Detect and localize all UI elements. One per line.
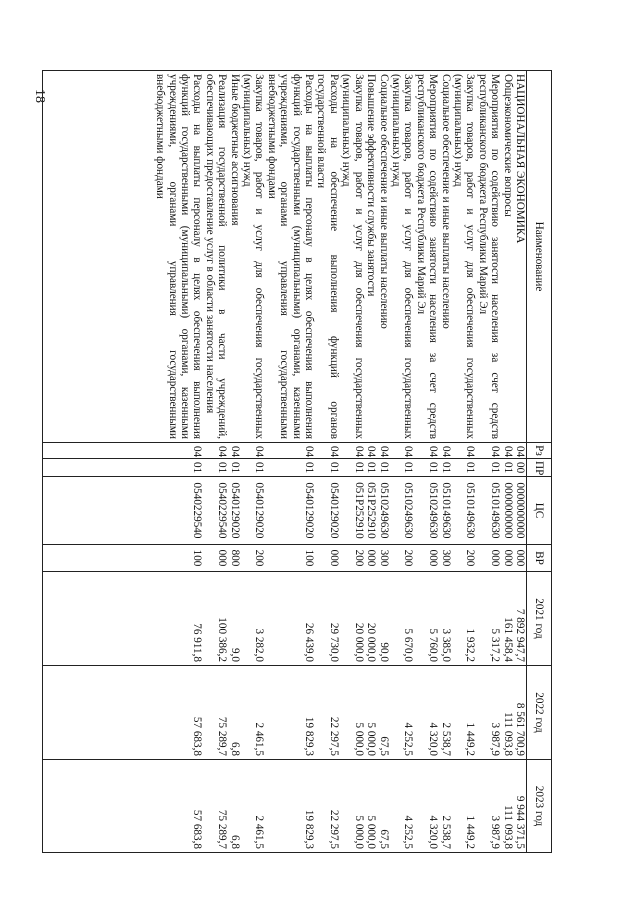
row-name-line: (муниципальных) нужд — [241, 74, 254, 187]
cell-y2021: 26 439,0 — [265, 572, 315, 666]
cell-vr: 200 — [390, 545, 415, 572]
header-2022: 2022 год — [527, 666, 552, 760]
table-row — [315, 71, 340, 853]
cell-cs: 0510149630 — [476, 477, 501, 545]
row-name-line: Закупка товаров, работ и услуг для обеспечения государственных — [352, 74, 365, 439]
cell-pr: 00 — [514, 459, 527, 477]
row-name-line: Закупка товаров, работ и услуг для обеспечения государственных — [464, 74, 477, 439]
cell-vr: 000 — [514, 545, 527, 572]
cell-y2022: 8 561 700,9 — [514, 666, 527, 760]
budget-table — [42, 70, 552, 853]
cell-rz: 04 — [452, 443, 477, 459]
cell-y2022: 75 289,7 — [203, 666, 228, 760]
row-name — [390, 71, 415, 443]
cell-rz: 04 — [203, 443, 228, 459]
cell-cs: 0510149630 — [452, 477, 477, 545]
cell-y2021: 5 760,0 — [414, 572, 439, 666]
cell-y2023: 6,8 — [228, 760, 240, 853]
row-name-line: Расходы на обеспечение выполнения функций органов — [327, 74, 340, 439]
header-pr: ПР — [527, 459, 552, 477]
cell-y2023: 2 461,5 — [241, 760, 266, 853]
row-name-line: учреждениями, органами управления государственными — [278, 74, 291, 439]
row-name-line: функций государственными (муниципальными) органами, казенными — [290, 74, 303, 439]
filler-cell — [43, 477, 154, 545]
filler-cell — [43, 545, 154, 572]
filler-cell — [43, 760, 154, 853]
row-name-line: обеспечивающих предоставление услуг в области занятости населения — [203, 74, 216, 414]
cell-vr: 000 — [501, 545, 513, 572]
cell-y2021: 90,0 — [377, 572, 389, 666]
row-name-line: Закупка товаров, работ и услуг для обеспечения государственных — [402, 74, 415, 439]
row-name-line: НАЦИОНАЛЬНАЯ ЭКОНОМИКА — [514, 74, 526, 244]
header-name: Наименование — [527, 71, 552, 443]
cell-cs: 0000000000 — [514, 477, 527, 545]
row-name-line: Повышение эффективности службы занятости — [365, 74, 378, 297]
row-name — [241, 71, 266, 443]
row-name — [228, 71, 240, 443]
cell-cs: 0540129020 — [241, 477, 266, 545]
cell-rz: 04 — [365, 443, 377, 459]
row-name-line: республиканского бюджета Республики Марий Эл — [414, 74, 427, 315]
row-name — [377, 71, 389, 443]
cell-pr: 01 — [340, 459, 365, 477]
row-name-line: внебюджетными фондами — [265, 74, 278, 199]
cell-cs: 051P252910 — [365, 477, 377, 545]
cell-pr: 01 — [390, 459, 415, 477]
row-name-line: Мероприятия по содействию занятости населения за счет средств — [489, 74, 502, 439]
row-name — [501, 71, 513, 443]
cell-cs: 0000000000 — [501, 477, 513, 545]
cell-y2022: 2 461,5 — [241, 666, 266, 760]
table-row — [340, 71, 365, 853]
row-name-line: республиканского бюджета Республики Марий Эл — [476, 74, 489, 315]
cell-pr: 01 — [154, 459, 204, 477]
row-name-line: (муниципальных) нужд — [340, 74, 353, 187]
cell-pr: 01 — [476, 459, 501, 477]
filler-cell — [43, 71, 154, 443]
row-name — [265, 71, 315, 443]
table-row — [241, 71, 266, 853]
cell-pr: 01 — [452, 459, 477, 477]
cell-y2022: 2 538,7 — [439, 666, 451, 760]
cell-y2022: 6,8 — [228, 666, 240, 760]
cell-y2021: 161 458,4 — [501, 572, 513, 666]
table-row — [514, 71, 527, 853]
cell-rz: 04 — [228, 443, 240, 459]
cell-y2023: 5 000,0 — [365, 760, 377, 853]
cell-y2022: 67,5 — [377, 666, 389, 760]
cell-y2022: 111 093,8 — [501, 666, 513, 760]
cell-y2023: 22 297,5 — [315, 760, 340, 853]
cell-vr: 300 — [439, 545, 451, 572]
table-row — [265, 71, 315, 853]
table-row — [377, 71, 389, 853]
filler-cell — [43, 572, 154, 666]
cell-cs: 0510249630 — [414, 477, 439, 545]
row-name-line: учреждениями, органами управления государственными — [166, 74, 179, 439]
cell-y2023: 4 320,0 — [414, 760, 439, 853]
row-name — [439, 71, 451, 443]
cell-rz: 04 — [501, 443, 513, 459]
table-row — [203, 71, 228, 853]
row-name — [414, 71, 439, 443]
header-2023: 2023 год — [527, 760, 552, 853]
row-name — [340, 71, 365, 443]
cell-y2021: 9,0 — [228, 572, 240, 666]
filler-cell — [43, 666, 154, 760]
header-cs: ЦС — [527, 477, 552, 545]
row-name-line: Реализация государственной политики в части учреждений, — [216, 74, 229, 439]
cell-y2021: 20 000,0 — [365, 572, 377, 666]
cell-rz: 04 — [476, 443, 501, 459]
row-name-line: Расходы на выплаты персоналу в целях обеспечения выполнения — [303, 74, 316, 439]
cell-vr: 100 — [265, 545, 315, 572]
table-row — [501, 71, 513, 853]
cell-cs: 0540229540 — [154, 477, 204, 545]
cell-y2022: 4 252,5 — [390, 666, 415, 760]
cell-rz: 04 — [265, 443, 315, 459]
row-name-line: функций государственными (муниципальными) органами, казенными — [179, 74, 192, 439]
cell-y2023: 5 000,0 — [340, 760, 365, 853]
cell-cs: 051P252910 — [340, 477, 365, 545]
cell-y2021: 1 932,2 — [452, 572, 477, 666]
cell-vr: 000 — [414, 545, 439, 572]
cell-y2022: 4 320,0 — [414, 666, 439, 760]
cell-rz: 04 — [241, 443, 266, 459]
cell-y2021: 29 730,0 — [315, 572, 340, 666]
filler-cell — [43, 443, 154, 459]
cell-pr: 01 — [414, 459, 439, 477]
cell-vr: 000 — [365, 545, 377, 572]
row-name-line: (муниципальных) нужд — [451, 74, 464, 187]
row-name — [452, 71, 477, 443]
table-row — [476, 71, 501, 853]
header-vr: ВР — [527, 545, 552, 572]
cell-vr: 000 — [315, 545, 340, 572]
cell-y2021: 100 386,2 — [203, 572, 228, 666]
row-name-line: Расходы на выплаты персоналу в целях обеспечения выполнения — [191, 74, 204, 439]
cell-pr: 01 — [501, 459, 513, 477]
header-2021: 2021 год — [527, 572, 552, 666]
cell-y2021: 3 282,0 — [241, 572, 266, 666]
cell-cs: 0540129020 — [315, 477, 340, 545]
cell-vr: 000 — [203, 545, 228, 572]
cell-y2022: 22 297,5 — [315, 666, 340, 760]
cell-y2022: 3 987,9 — [476, 666, 501, 760]
cell-rz: 04 — [154, 443, 204, 459]
cell-y2023: 2 538,7 — [439, 760, 451, 853]
filler-cell — [43, 459, 154, 477]
row-name-line: Иные бюджетные ассигнования — [228, 74, 241, 226]
cell-vr: 200 — [241, 545, 266, 572]
row-name-line: внебюджетными фондами — [154, 74, 167, 199]
header-rz: Рз — [527, 443, 552, 459]
cell-y2023: 4 252,5 — [390, 760, 415, 853]
table-body — [43, 71, 527, 853]
cell-rz: 04 — [340, 443, 365, 459]
cell-y2021: 5 670,0 — [390, 572, 415, 666]
table-row — [414, 71, 439, 853]
row-name-line: Социальное обеспечение и иные выплаты населению — [377, 74, 390, 329]
table-row — [228, 71, 240, 853]
cell-pr: 01 — [315, 459, 340, 477]
cell-cs: 0540129020 — [265, 477, 315, 545]
row-name-line: Мероприятия по содействию занятости населения за счет средств — [427, 74, 440, 439]
cell-y2022: 19 829,3 — [265, 666, 315, 760]
table-row — [390, 71, 415, 853]
row-name — [315, 71, 340, 443]
cell-rz: 04 — [390, 443, 415, 459]
row-name-line: Социальное обеспечение и иные выплаты населению — [439, 74, 452, 329]
cell-y2021: 7 892 947,7 — [514, 572, 527, 666]
table-row — [452, 71, 477, 853]
page-number: 18 — [32, 89, 47, 103]
table-row — [439, 71, 451, 853]
cell-cs: 0540229540 — [203, 477, 228, 545]
cell-cs: 0510149630 — [439, 477, 451, 545]
cell-pr: 01 — [377, 459, 389, 477]
cell-cs: 0540129020 — [228, 477, 240, 545]
cell-y2023: 19 829,3 — [265, 760, 315, 853]
cell-y2023: 75 289,7 — [203, 760, 228, 853]
cell-y2021: 3 385,0 — [439, 572, 451, 666]
cell-cs: 0510249630 — [377, 477, 389, 545]
cell-vr: 000 — [476, 545, 501, 572]
row-name — [203, 71, 228, 443]
cell-cs: 0510249630 — [390, 477, 415, 545]
cell-pr: 01 — [228, 459, 240, 477]
cell-y2023: 3 987,9 — [476, 760, 501, 853]
cell-y2022: 5 000,0 — [340, 666, 365, 760]
cell-y2023: 67,5 — [377, 760, 389, 853]
cell-y2023: 1 449,2 — [452, 760, 477, 853]
cell-vr: 200 — [340, 545, 365, 572]
table-header-row — [527, 71, 552, 853]
cell-y2021: 76 911,8 — [154, 572, 204, 666]
cell-pr: 01 — [203, 459, 228, 477]
row-name — [154, 71, 204, 443]
row-name — [476, 71, 501, 443]
cell-pr: 01 — [265, 459, 315, 477]
cell-y2022: 1 449,2 — [452, 666, 477, 760]
cell-vr: 100 — [154, 545, 204, 572]
row-name-line: Общеэкономические вопросы — [501, 74, 514, 217]
cell-y2023: 111 093,8 — [501, 760, 513, 853]
row-name-line: (муниципальных) нужд — [389, 74, 402, 187]
table-row — [154, 71, 204, 853]
cell-y2021: 5 317,2 — [476, 572, 501, 666]
cell-rz: 04 — [439, 443, 451, 459]
cell-vr: 200 — [452, 545, 477, 572]
cell-pr: 01 — [365, 459, 377, 477]
cell-vr: 300 — [377, 545, 389, 572]
row-name-line: Закупка товаров, работ и услуг для обеспечения государственных — [253, 74, 266, 439]
cell-vr: 800 — [228, 545, 240, 572]
cell-y2021: 20 000,0 — [340, 572, 365, 666]
cell-rz: 04 — [315, 443, 340, 459]
cell-pr: 01 — [439, 459, 451, 477]
cell-pr: 01 — [241, 459, 266, 477]
cell-y2022: 57 683,8 — [154, 666, 204, 760]
row-name-line: государственной власти — [315, 74, 328, 189]
cell-y2022: 5 000,0 — [365, 666, 377, 760]
row-name — [514, 71, 527, 443]
table-row — [365, 71, 377, 853]
cell-rz: 04 — [414, 443, 439, 459]
cell-rz: 04 — [514, 443, 527, 459]
row-name — [365, 71, 377, 443]
table-filler-row — [43, 71, 154, 853]
cell-y2023: 9 944 371,5 — [514, 760, 527, 853]
cell-y2023: 57 683,8 — [154, 760, 204, 853]
cell-rz: 04 — [377, 443, 389, 459]
